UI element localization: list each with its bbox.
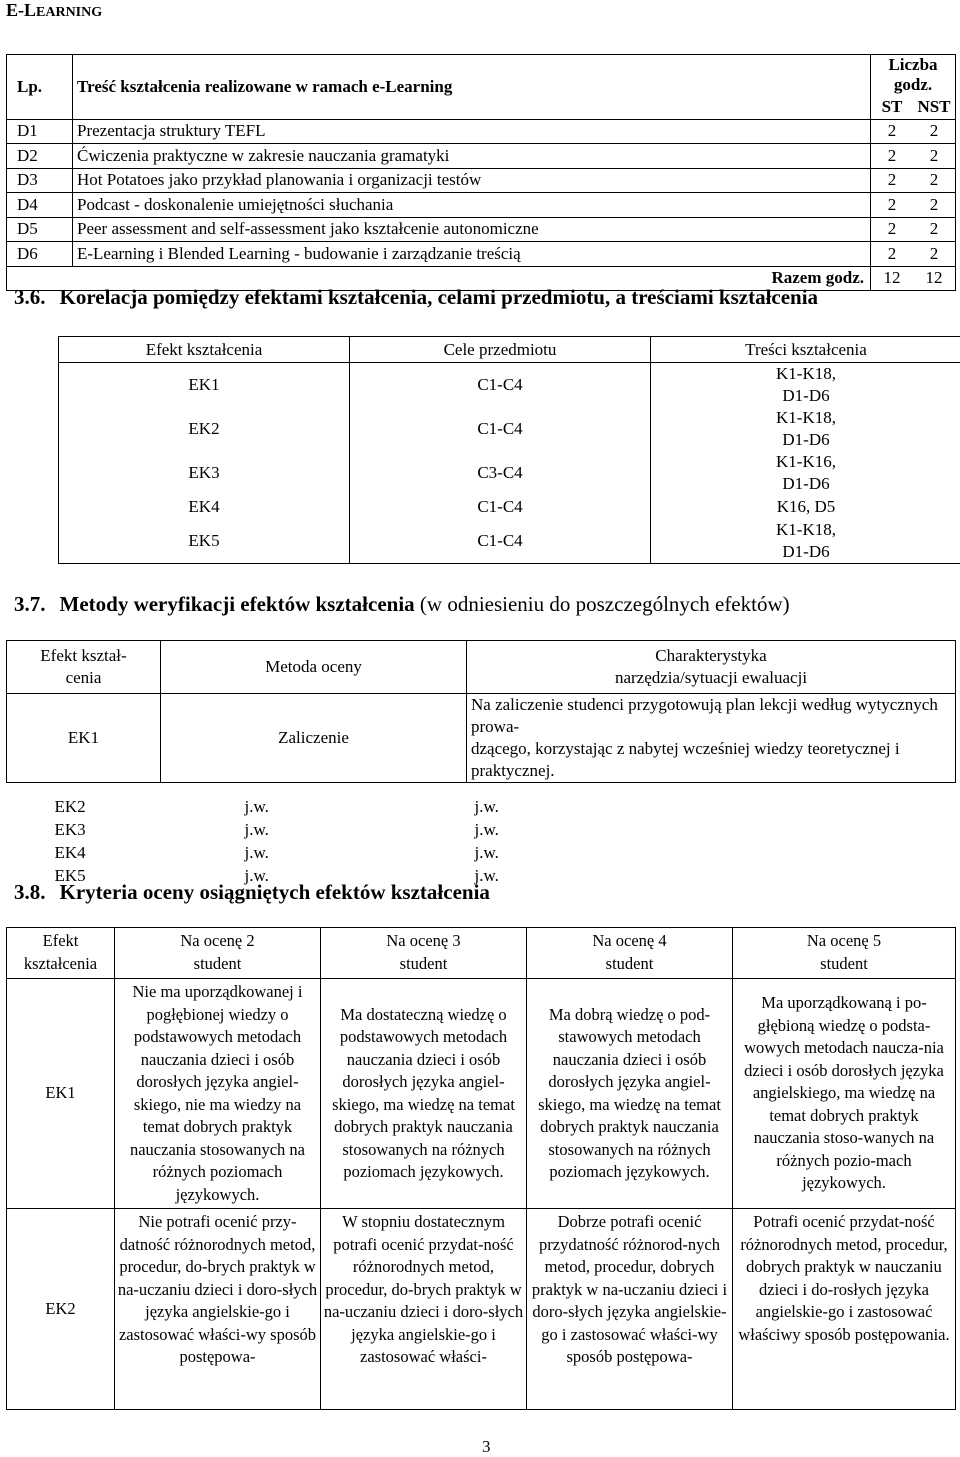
head-line: student: [117, 953, 318, 976]
section-number: 3.7.: [14, 592, 46, 616]
header-first: E-L: [6, 0, 36, 20]
content-line: K1-K18,: [651, 519, 960, 541]
col-grade-3: [321, 928, 527, 979]
row-text: Prezentacja struktury TEFL: [73, 119, 871, 144]
row-ek: EK1: [7, 694, 161, 783]
section-title: Metody weryfikacji efektów kształcenia: [60, 592, 415, 616]
section-heading: [14, 592, 790, 617]
col-effect: [7, 928, 115, 979]
table-row: [7, 193, 956, 218]
correlation-table: [58, 336, 960, 564]
col-char-line: Charakterystyka: [467, 645, 955, 667]
row-ek: EK5: [7, 864, 161, 887]
head-line: student: [323, 953, 524, 976]
row-desc: j.w.: [467, 795, 956, 818]
col-effect-line: cenia: [7, 667, 160, 689]
content-line: K16, D5: [651, 496, 960, 518]
row-nst: 2: [913, 193, 956, 218]
row-ek: EK2: [7, 795, 161, 818]
table-row: [7, 694, 956, 783]
row-id: D4: [7, 193, 73, 218]
content-line: K1-K16,: [651, 451, 960, 473]
desc-line: dzącego, korzystając z nabytej wcześniej wiedzy teoretycznej i praktycznej.: [471, 738, 955, 782]
grading-criteria-table: [6, 927, 956, 1410]
criteria-grade-2: Nie potrafi ocenić przy-datność różnorodnych metod, procedur, do-brych praktyk w na-uczaniu dzieci i doro-słych języka angielskie-go i zastosować właści-wy sposób postępowa-: [115, 1209, 321, 1410]
col-grade-5: [733, 928, 956, 979]
section-title: Kryteria oceny osiągniętych efektów kształcenia: [60, 880, 490, 904]
head-line: Na ocenę 5: [735, 930, 953, 953]
head-line: student: [735, 953, 953, 976]
col-char-line: narzędzia/sytuacji ewaluacji: [467, 667, 955, 689]
row-goal: C3-C4: [350, 451, 651, 495]
content-line: D1-D6: [651, 385, 960, 407]
row-method: j.w.: [161, 841, 467, 864]
row-content: [651, 407, 960, 451]
desc-line: Na zaliczenie studenci przygotowują plan lekcji według wytycznych prowa-: [471, 694, 955, 738]
row-goal: C1-C4: [350, 407, 651, 451]
col-grade-2: [115, 928, 321, 979]
col-characteristics: [467, 641, 956, 694]
table-row: [7, 841, 956, 864]
row-st: 2: [871, 168, 914, 193]
content-line: K1-K18,: [651, 407, 960, 429]
criteria-grade-5: Potrafi ocenić przydat-ność różnorodnych metod, procedur, dobrych praktyk w nauczaniu dzieci i do-rosłych języka angielskie-go i zastosować właściwy sposób postępowania.: [733, 1209, 956, 1410]
row-text: E-Learning i Blended Learning - budowanie i zarządzanie treścią: [73, 242, 871, 267]
table-row: [59, 495, 960, 519]
col-contents: Treści kształcenia: [651, 337, 960, 363]
section-title: Korelacja pomiędzy efektami kształcenia, celami przedmiotu, a treściami kształcenia: [60, 285, 819, 309]
row-ek: EK3: [7, 818, 161, 841]
table-row: [59, 363, 960, 408]
row-st: 2: [871, 242, 914, 267]
col-effect-line: Efekt kształ-: [7, 645, 160, 667]
section-number: 3.8.: [14, 880, 46, 904]
row-nst: 2: [913, 168, 956, 193]
document-header: [6, 0, 102, 21]
row-nst: 2: [913, 242, 956, 267]
criteria-grade-3: W stopniu dostatecznym potrafi ocenić przydat-ność różnorodnych metod, procedur, do-brych praktyk w na-uczaniu dzieci i doro-słych języka angielskie-go i zastosować właści-: [321, 1209, 527, 1410]
row-ek: EK5: [59, 519, 350, 564]
table-row: [7, 818, 956, 841]
table-row: [7, 1209, 956, 1410]
row-method: j.w.: [161, 818, 467, 841]
table-row: [59, 407, 960, 451]
row-desc: j.w.: [467, 818, 956, 841]
table-row: [7, 795, 956, 818]
row-id: D2: [7, 144, 73, 169]
head-line: Efekt: [9, 930, 112, 953]
row-ek: EK2: [7, 1209, 115, 1410]
row-goal: C1-C4: [350, 363, 651, 408]
row-ek: EK1: [59, 363, 350, 408]
row-method: Zaliczenie: [161, 694, 467, 783]
row-content: [651, 519, 960, 564]
row-goal: C1-C4: [350, 519, 651, 564]
section-number: 3.6.: [14, 285, 46, 309]
row-desc: j.w.: [467, 841, 956, 864]
row-ek: EK1: [7, 979, 115, 1209]
content-line: D1-D6: [651, 429, 960, 451]
row-goal: C1-C4: [350, 495, 651, 519]
row-content: [651, 495, 960, 519]
criteria-grade-5: Ma uporządkowaną i po-głębioną wiedzę o podsta-wowych metodach naucza-nia dzieci i osób dorosłych języka angielskiego, ma wiedzę na temat dobrych praktyk nauczania stoso-wanych na różnych pozio-mach językowych.: [733, 979, 956, 1209]
table-row: [7, 217, 956, 242]
row-ek: EK3: [59, 451, 350, 495]
elearning-content-table: [6, 54, 956, 291]
row-ek: EK4: [59, 495, 350, 519]
criteria-grade-4: Ma dobrą wiedzę o pod-stawowych metodach nauczania dzieci i osób dorosłych języka angiel-skiego, ma wiedzę na temat dobrych praktyk nauczania stosowanych na różnych poziomach językowych.: [527, 979, 733, 1209]
row-st: 2: [871, 119, 914, 144]
col-grade-4: [527, 928, 733, 979]
table-row: [7, 979, 956, 1209]
row-text: Ćwiczenia praktyczne w zakresie nauczania gramatyki: [73, 144, 871, 169]
head-line: student: [529, 953, 730, 976]
criteria-grade-4: Dobrze potrafi ocenić przydatność różnorod-nych metod, procedur, dobrych praktyk w na-uczaniu dzieci i doro-słych języka angielskie-go i zastosować właści-wy sposób postępowa-: [527, 1209, 733, 1410]
col-hours: Liczba godz.: [871, 55, 956, 96]
row-nst: 2: [913, 119, 956, 144]
row-text: Peer assessment and self-assessment jako kształcenie autonomiczne: [73, 217, 871, 242]
row-st: 2: [871, 144, 914, 169]
criteria-grade-2: Nie ma uporządkowanej i pogłębionej wiedzy o podstawowych metodach nauczania dzieci i osób dorosłych języka angiel-skiego, nie ma wiedzy na temat dobrych praktyk nauczania stosowanych na różnych poziomach językowych.: [115, 979, 321, 1209]
row-text: Hot Potatoes jako przykład planowania i organizacji testów: [73, 168, 871, 193]
row-id: D1: [7, 119, 73, 144]
head-line: Na ocenę 4: [529, 930, 730, 953]
content-line: K1-K18,: [651, 363, 960, 385]
table-row: [7, 168, 956, 193]
verification-methods-table: [6, 640, 956, 887]
table-row: [7, 144, 956, 169]
row-id: D5: [7, 217, 73, 242]
col-goals: Cele przedmiotu: [350, 337, 651, 363]
row-content: [651, 363, 960, 408]
section-heading: [14, 880, 490, 905]
header-rest: EARNING: [36, 5, 102, 20]
total-nst: 12: [913, 266, 956, 291]
row-content: [651, 451, 960, 495]
section-heading: [14, 285, 818, 310]
row-desc: j.w.: [467, 864, 956, 887]
col-nst: NST: [913, 95, 956, 119]
head-line: Na ocenę 3: [323, 930, 524, 953]
row-nst: 2: [913, 217, 956, 242]
table-row: [7, 119, 956, 144]
col-method: Metoda oceny: [161, 641, 467, 694]
row-st: 2: [871, 193, 914, 218]
table-row: [7, 242, 956, 267]
col-effect: Efekt kształcenia: [59, 337, 350, 363]
head-line: Na ocenę 2: [117, 930, 318, 953]
col-content: Treść kształcenia realizowane w ramach e-Learning: [73, 55, 871, 120]
total-st: 12: [871, 266, 914, 291]
total-label: Razem godz.: [7, 266, 871, 291]
col-lp: Lp.: [7, 55, 73, 120]
row-id: D3: [7, 168, 73, 193]
row-desc: [467, 694, 956, 783]
col-st: ST: [871, 95, 914, 119]
table-row: [59, 519, 960, 564]
row-method: j.w.: [161, 795, 467, 818]
page-number: 3: [482, 1437, 491, 1457]
content-line: D1-D6: [651, 541, 960, 563]
row-method: j.w.: [161, 864, 467, 887]
row-nst: 2: [913, 144, 956, 169]
row-text: Podcast - doskonalenie umiejętności słuchania: [73, 193, 871, 218]
table-row: [59, 451, 960, 495]
row-id: D6: [7, 242, 73, 267]
criteria-grade-3: Ma dostateczną wiedzę o podstawowych metodach nauczania dzieci i osób dorosłych języka angiel-skiego, ma wiedzę na temat dobrych praktyk nauczania stosowanych na różnych poziomach językowych.: [321, 979, 527, 1209]
row-ek: EK2: [59, 407, 350, 451]
head-line: kształcenia: [9, 953, 112, 976]
content-line: D1-D6: [651, 473, 960, 495]
row-st: 2: [871, 217, 914, 242]
col-effect: [7, 641, 161, 694]
section-suffix: (w odniesieniu do poszczególnych efektów): [420, 592, 790, 616]
row-ek: EK4: [7, 841, 161, 864]
